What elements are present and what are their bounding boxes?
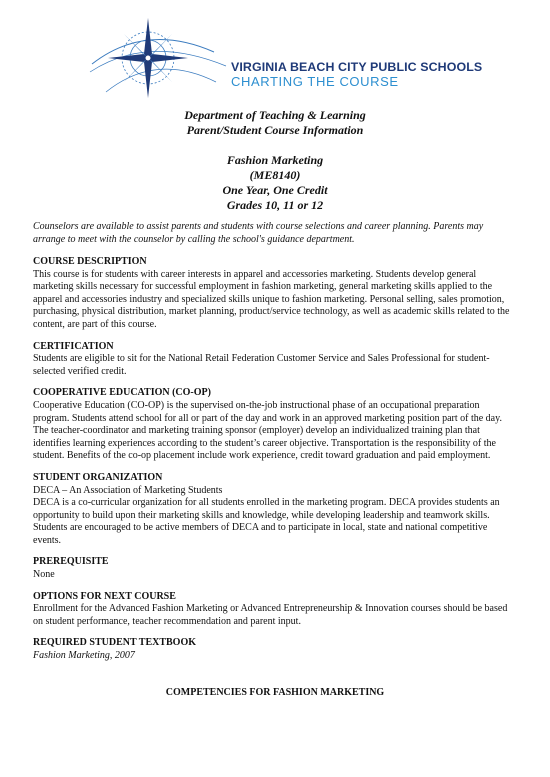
section-cooperative-education xyxy=(33,387,517,463)
section-body: DECA is a co-curricular organization for all students enrolled in the marketing program. DECA provides students an opportunity to build upon their marketing skills and knowledge, while developing leadership and teamwork skills. Students are encouraged to be active members of DECA and to participate in local, state and national competitive events. xyxy=(33,497,500,546)
counselor-note: Counselors are available to assist parents and students with course selections and career planning. Parents may arrange to meet with the counselor by calling the school's guidance department. xyxy=(33,221,484,245)
logo-title: VIRGINIA BEACH CITY PUBLIC SCHOOLS xyxy=(231,60,483,74)
section-prerequisite xyxy=(33,556,517,581)
logo-tagline: CHARTING THE COURSE xyxy=(231,74,399,89)
section-body: Enrollment for the Advanced Fashion Marketing or Advanced Entrepreneurship & Innovation courses should be based on student performance, teacher recommendation and parent input. xyxy=(33,603,508,627)
section-heading: PREREQUISITE xyxy=(33,556,109,568)
section-certification xyxy=(33,341,517,379)
section-heading: REQUIRED STUDENT TEXTBOOK xyxy=(33,637,197,649)
course-length: One Year, One Credit xyxy=(222,183,328,197)
section-heading: CERTIFICATION xyxy=(33,340,114,352)
section-body: None xyxy=(33,569,55,581)
section-body: Students are eligible to sit for the National Retail Federation Customer Service and Sales Professional for student-selected verified credit. xyxy=(33,353,490,377)
document-subtitle: Parent/Student Course Information xyxy=(186,123,364,137)
section-body: Cooperative Education (CO-OP) is the supervised on-the-job instructional phase of an occupational preparation program. Students attend school for all or part of the day and work in an approved marketing position part of the day. The teacher-coordinator and marketing training sponsor (employer) develop an individualized training plan that identifies learning experiences according to the student’s career objective. Transportation is the responsibility of the student. Benefits of the co-op placement include work experience, credit toward graduation and paid employment. xyxy=(33,399,502,462)
section-body: This course is for students with career interests in apparel and accessories marketing. Students develop general marketing skills necessary for successful employment in fashion marketing, general marketing skills applied to the apparel and accessories industry and specialized skills unique to fashion marketing. Personal selling, sales promotion, purchasing, physical distribution, market planning, product/service technology, as well as academic skills related to the content, are part of this course. xyxy=(33,268,510,330)
department-title: Department of Teaching & Learning xyxy=(184,108,366,122)
compass-rose-icon xyxy=(86,12,236,104)
section-options-next-course xyxy=(33,591,517,629)
section-textbook xyxy=(33,637,517,662)
section-course-description xyxy=(33,256,517,332)
document-body xyxy=(33,256,517,672)
section-student-organization xyxy=(33,472,517,548)
course-name: Fashion Marketing xyxy=(226,153,324,167)
competencies-heading: COMPETENCIES FOR FASHION MARKETING xyxy=(165,687,385,698)
school-logo xyxy=(86,12,483,104)
section-heading: COURSE DESCRIPTION xyxy=(33,256,147,267)
section-heading: OPTIONS FOR NEXT COURSE xyxy=(33,590,176,602)
textbook-title: Fashion Marketing, 2007 xyxy=(33,650,135,662)
course-grades: Grades 10, 11 or 12 xyxy=(226,198,324,212)
section-subheading: DECA – An Association of Marketing Students xyxy=(33,484,223,496)
course-code: (ME8140) xyxy=(249,168,301,182)
section-heading: STUDENT ORGANIZATION xyxy=(33,471,163,483)
section-heading: COOPERATIVE EDUCATION (CO-OP) xyxy=(33,387,211,399)
